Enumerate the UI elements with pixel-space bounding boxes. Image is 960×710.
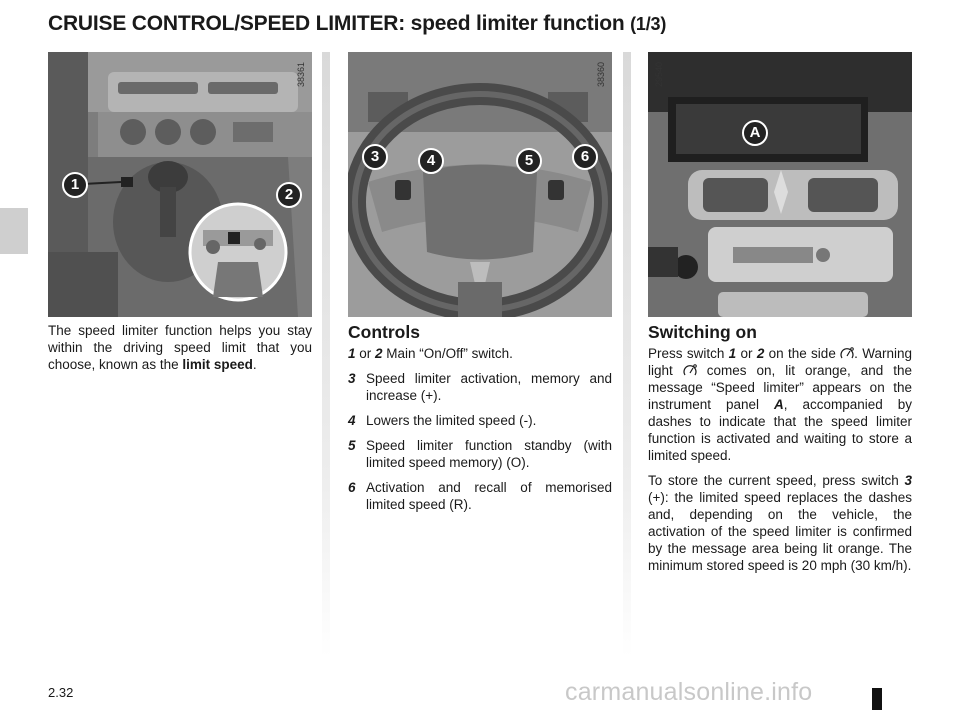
switching-on-heading: Switching on: [648, 322, 757, 342]
item-number: 5: [348, 438, 356, 453]
list-item: [348, 479, 612, 513]
callout-6: 6: [572, 144, 598, 170]
item-text: Lowers the limited speed (-).: [366, 413, 537, 428]
list-item: [348, 370, 612, 404]
intro-end: .: [252, 357, 257, 372]
callout-A: A: [742, 120, 768, 146]
item-text: Speed limiter activation, memory and increase (+).: [366, 371, 612, 403]
page-title: [48, 12, 666, 36]
intro-bold-term: limit speed: [182, 357, 253, 372]
item-number: 4: [348, 413, 356, 428]
text-run: Press switch: [648, 346, 729, 361]
text-run: , accompanied by dashes to indicate that the speed limiter function is activated and waiting to store a limited speed.: [648, 397, 912, 463]
title-text: CRUISE CONTROL/SPEED LIMITER: speed limiter function: [48, 12, 625, 35]
text-run: (+): the limited speed replaces the dashes and, depending on the vehicle, the activation of the speed limiter is confirmed by the message area being lit orange. The minimum stored speed is 20 mph (30 km/h).: [648, 490, 912, 573]
text-run: or: [736, 346, 757, 361]
intro-paragraph: [48, 322, 312, 373]
text-run: on the side: [764, 346, 841, 361]
item-text: Activation and recall of memorised limited speed (R).: [366, 480, 612, 512]
text-run: 3: [904, 473, 912, 488]
list-item: [348, 437, 612, 471]
list-item: 1 or 2 Main “On/Off” switch.: [348, 346, 513, 361]
callout-2: 2: [276, 182, 302, 208]
callout-5: 5: [516, 148, 542, 174]
callout-1: 1: [62, 172, 88, 198]
figure-ref: 38360: [596, 62, 606, 88]
text-run: 1: [728, 346, 737, 361]
callout-4: 4: [418, 148, 444, 174]
right-column: [648, 322, 912, 582]
item-number: 1: [348, 346, 356, 361]
left-column: [48, 322, 312, 381]
item-text: Speed limiter function standby (with limited speed memory) (O).: [366, 438, 612, 470]
intro-text: The speed limiter function helps you stay within the driving speed limit that you choose, known as the: [48, 323, 312, 372]
speed-limiter-icon: [840, 347, 854, 360]
page-number: 2.32: [48, 685, 74, 700]
item-number: 3: [348, 371, 356, 386]
corner-mark: [872, 688, 882, 710]
figure-dashboard: [648, 52, 912, 317]
speed-limiter-icon: [683, 364, 697, 377]
text-run: . Warning light: [648, 346, 912, 378]
store-speed-paragraph: [648, 472, 912, 574]
column-divider: [623, 52, 631, 657]
section-tab: [0, 208, 28, 254]
watermark: carmanualsonline.info: [565, 678, 813, 706]
list-item: [348, 412, 612, 429]
figure-steering-wheel: [348, 52, 612, 317]
callout-3: 3: [362, 144, 388, 170]
item-number: 2: [375, 346, 383, 361]
text-run: To store the current speed, press switch: [648, 473, 905, 488]
title-part: (1/3): [630, 14, 667, 34]
text-run: 2: [756, 346, 765, 361]
item-number: 6: [348, 480, 356, 495]
text-run: A: [774, 397, 784, 412]
column-divider: [322, 52, 330, 657]
text-run: comes on, lit orange, and the message “Speed limiter” appears on the instrument panel: [648, 363, 912, 412]
item-text: Main “On/Off” switch.: [382, 346, 513, 361]
middle-column: [348, 322, 612, 521]
figure-ref: 38361: [296, 62, 306, 88]
controls-heading: Controls: [348, 322, 420, 342]
figure-gear-console: [48, 52, 312, 317]
switching-on-paragraph: [648, 345, 912, 464]
figure-ref: 29540: [654, 62, 664, 88]
